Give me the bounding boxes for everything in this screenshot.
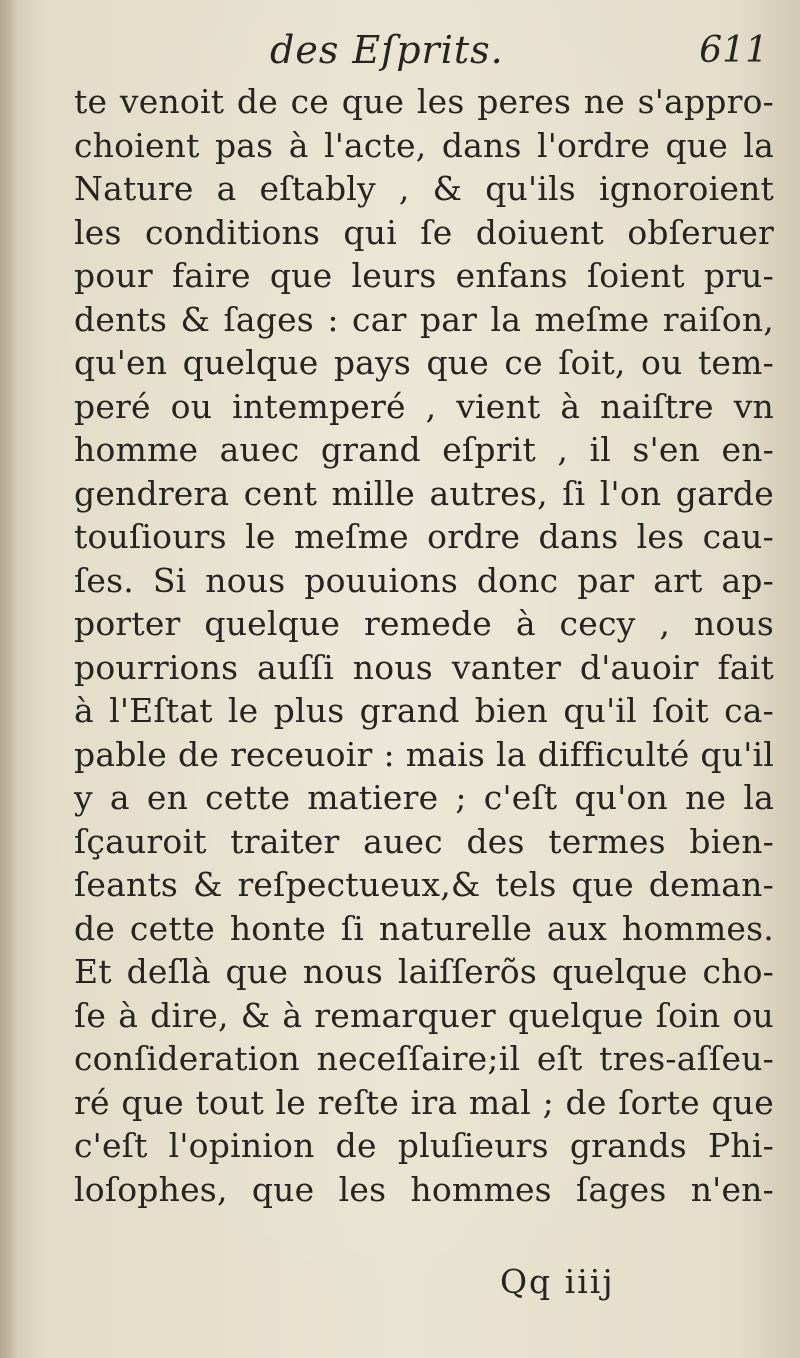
text-line: peré ou intemperé , vient à naiſtre vn: [74, 386, 774, 426]
text-line: pable de receuoir : mais la difficulté qu'il: [74, 734, 774, 774]
text-line: conſideration neceſſaire;il eſt tres-aſſeu-: [74, 1039, 774, 1078]
text-line: loſophes, que les hommes ſages n'en-: [74, 1169, 774, 1209]
text-line: ſes. Si nous pouuions donc par art ap-: [74, 560, 774, 600]
text-line: choient pas à l'acte, dans l'ordre que la: [74, 125, 774, 165]
body-text: [74, 80, 774, 1211]
text-line: ſe à dire, & à remarquer quelque ſoin ou: [74, 995, 774, 1035]
text-line: de cette honte ſi naturelle aux hommes.: [74, 908, 774, 948]
page-gutter-shadow: [0, 0, 18, 1358]
text-line: pour faire que leurs enfans ſoient pru-: [74, 256, 774, 295]
text-line: dents & ſages : car par la meſme raiſon,: [74, 299, 774, 339]
text-line: homme auec grand eſprit , il s'en en-: [74, 430, 774, 469]
text-line: les conditions qui ſe doiuent obſeruer: [74, 212, 774, 252]
text-line: gendrera cent mille autres, ſi l'on garde: [74, 473, 774, 513]
signature-mark: Qq iiij: [500, 1262, 615, 1301]
running-title: des Eſprits.: [270, 28, 504, 72]
page-number: 611: [699, 30, 768, 71]
text-line: te venoit de ce que les peres ne s'appro-: [74, 82, 774, 121]
text-line: Nature a eſtably , & qu'ils ignoroient: [74, 169, 774, 208]
text-line: c'eſt l'opinion de pluſieurs grands Phi-: [74, 1126, 774, 1165]
text-line: qu'en quelque pays que ce ſoit, ou tem-: [74, 343, 774, 382]
text-line: ſeants & reſpectueux,& tels que deman-: [74, 865, 774, 904]
running-head: [0, 28, 800, 88]
text-line: à l'Eſtat le plus grand bien qu'il ſoit ca-: [74, 691, 774, 730]
text-line: pourrions auſſi nous vanter d'auoir fait: [74, 647, 774, 687]
text-line: touſiours le meſme ordre dans les cau-: [74, 517, 774, 556]
text-line: ré que tout le reſte ira mal ; de ſorte que: [74, 1082, 774, 1122]
text-line: ſçauroit traiter auec des termes bien-: [74, 821, 774, 861]
text-line: porter quelque remede à cecy , nous: [74, 604, 774, 643]
text-line: Et deſlà que nous laiſſerõs quelque cho-: [74, 952, 774, 991]
text-line: y a en cette matiere ; c'eſt qu'on ne la: [74, 778, 774, 817]
